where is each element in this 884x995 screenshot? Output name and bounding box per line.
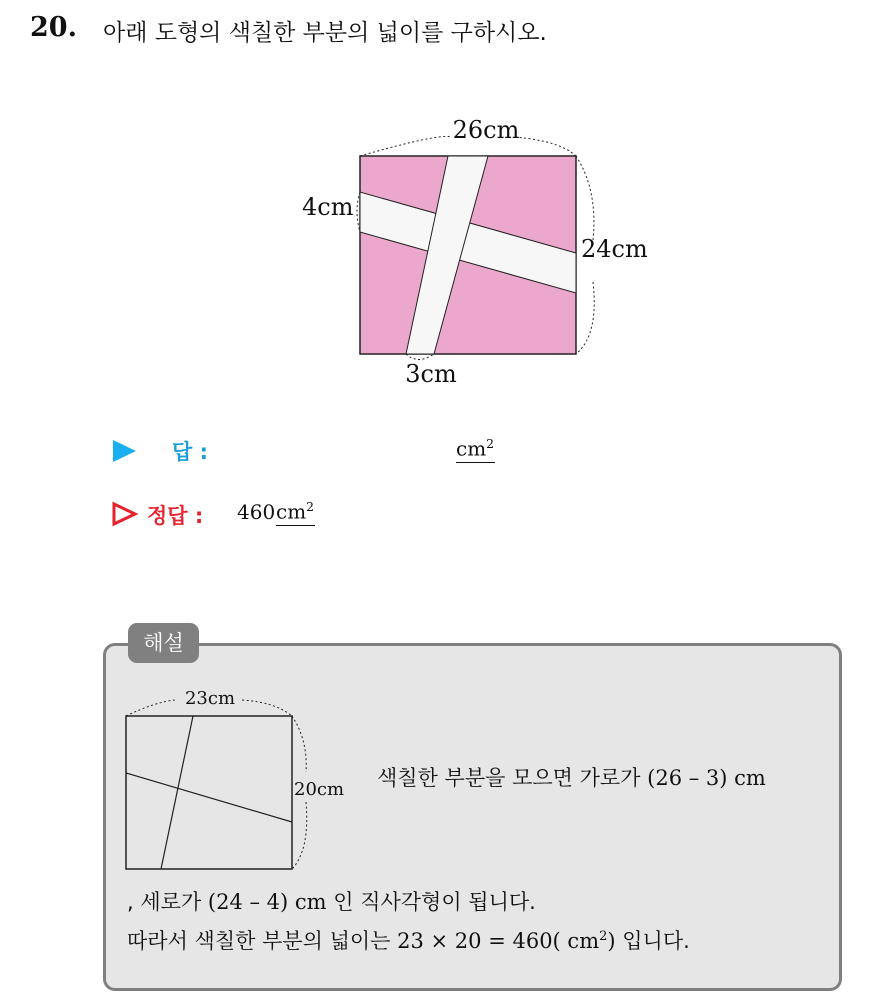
explanation-tag: 해설 xyxy=(128,623,199,663)
label-right: 24cm xyxy=(581,235,648,263)
collected-rectangle xyxy=(126,716,292,869)
label-bottom: 3cm xyxy=(405,360,457,388)
bottom-dimension-arc xyxy=(406,354,434,360)
correct-answer-label: 정답 : xyxy=(147,504,204,528)
label-top: 26cm xyxy=(452,116,520,144)
right-dimension-arc xyxy=(576,156,594,240)
correct-arrow-icon xyxy=(111,501,139,527)
shaded-square-figure xyxy=(290,110,680,400)
answer-arrow-icon xyxy=(111,438,139,464)
exp-label-top: 23cm xyxy=(184,688,236,709)
explanation-line-2: , 세로가 (24 – 4) cm 인 직사각형이 됩니다. xyxy=(127,890,536,914)
correct-answer-value: 460 xyxy=(237,500,276,524)
explanation-line-1: 색칠한 부분을 모으면 가로가 (26 – 3) cm xyxy=(377,766,766,790)
explanation-figure xyxy=(110,680,370,880)
exp-label-right: 20cm xyxy=(294,779,345,800)
answer-label: 답 : xyxy=(172,440,208,464)
answer-unit: $cm^2$ xyxy=(456,436,495,461)
correct-answer-unit: $cm^2$ xyxy=(276,499,315,524)
top-dimension-arc xyxy=(360,136,452,156)
label-left: 4cm xyxy=(302,193,354,221)
question-text: 아래 도형의 색칠한 부분의 넓이를 구하시오. xyxy=(103,20,547,46)
question-number: 20. xyxy=(30,12,77,43)
explanation-line-3: 따라서 색칠한 부분의 넓이는 23 × 20 = 460( $cm^2$) 입니다. xyxy=(127,929,690,953)
